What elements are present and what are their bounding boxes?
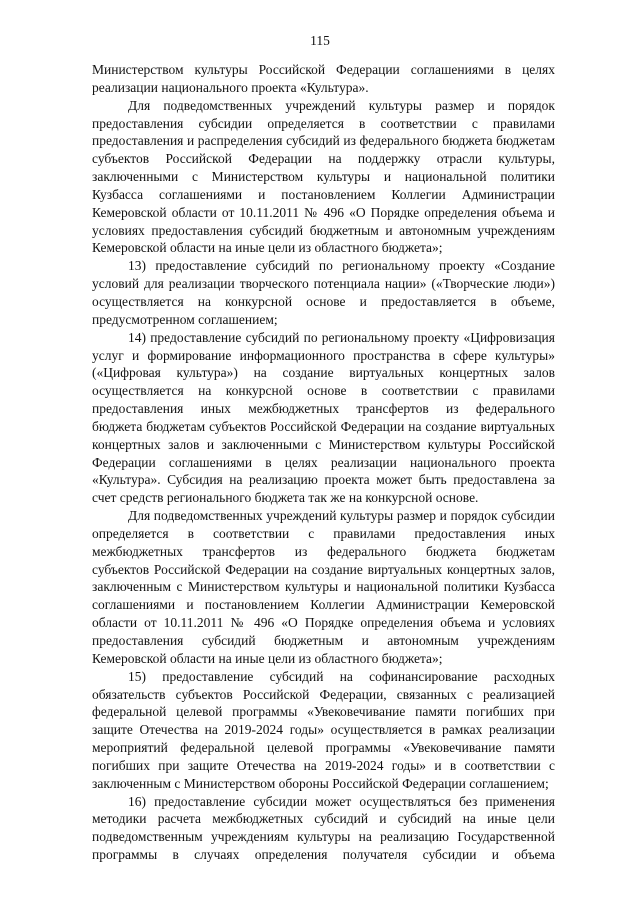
text-line: определяется в соответствии с правилами предоставления иных xyxy=(92,525,555,541)
text-line: Федерации соглашениями в целях реализации национального проекта xyxy=(92,454,555,470)
text-line: условий для реализации творческого потенциала нации» («Творческие люди») xyxy=(92,276,555,292)
text-line: федеральной целевой программы «Увековечивание памяти погибших при xyxy=(92,704,555,720)
text-line: 16) предоставление субсидии может осуществляться без применения xyxy=(128,793,555,809)
text-line: заключенным с Министерством обороны Российской Федерации соглашением; xyxy=(92,775,549,791)
text-line: предоставления субсидий бюджетным и автономным учреждениям xyxy=(92,633,555,648)
paragraph xyxy=(92,668,555,793)
text-line: программы в случаях определения получателя субсидии и объема xyxy=(92,847,555,863)
text-line: области от 10.11.2011 № 496 «О Порядке определения объема и условиях xyxy=(92,615,555,631)
text-line: субъектов Российской Федерации на создание виртуальных концертных залов, xyxy=(92,561,555,577)
text-line: «Культура». Субсидия на реализацию проекта может быть предоставлена за xyxy=(92,472,555,488)
text-line: Кемеровской области на иные цели из областного бюджета»; xyxy=(92,240,443,256)
text-line: субъектов Российской Федерации на поддержку отрасли культуры, xyxy=(92,151,555,167)
text-line: («Цифровая культура») на создание виртуальных концертных залов xyxy=(92,365,555,381)
text-line: условиях предоставления субсидий бюджетным и автономным учреждениям xyxy=(92,222,555,238)
text-line: Кузбасса соглашениями и постановлением Коллегии Администрации xyxy=(92,186,555,202)
text-line: Министерством культуры Российской Федерации соглашениями в целях xyxy=(92,62,555,77)
paragraph xyxy=(92,507,555,668)
text-line: погибших при защите Отечества на 2019-2024 годы» и в соответствии с xyxy=(92,757,555,773)
text-line: бюджета бюджетам субъектов Российской Федерации на создание виртуальных xyxy=(92,418,555,434)
paragraph xyxy=(92,793,555,864)
text-line: заключенными с Министерством культуры и национальной политики xyxy=(92,169,555,185)
text-line: предусмотренном соглашением; xyxy=(92,311,278,327)
text-line: Для подведомственных учреждений культуры размер и порядок субсидии xyxy=(128,508,555,524)
text-line: подведомственным учреждениям культуры на реализацию Государственной xyxy=(92,829,555,845)
text-line: заключенным с Министерством культуры и национальной политики Кузбасса xyxy=(92,579,555,595)
text-line: Для подведомственных учреждений культуры размер и порядок xyxy=(128,97,555,113)
page-number: 115 xyxy=(310,33,330,48)
paragraph xyxy=(92,61,555,97)
text-line: предоставления субсидии определяется в соответствии с правилами xyxy=(92,115,555,131)
text-line: осуществляется на конкурсной основе и предоставляется в объеме, xyxy=(92,293,555,309)
text-line: Кемеровской области от 10.11.2011 № 496 «О Порядке определения объема и xyxy=(92,204,555,220)
text-line: обязательств субъектов Российской Федерации, связанных с реализацией xyxy=(92,686,555,702)
text-line: межбюджетных трансфертов из федерального бюджета бюджетам xyxy=(92,543,555,559)
text-line: осуществляется на конкурсной основе в соответствии с правилами xyxy=(92,383,555,399)
text-line: услуг и формирование информационного пространства в сфере культуры» xyxy=(92,347,555,363)
paragraph xyxy=(92,97,555,258)
text-line: счет средств регионального бюджета так же на конкурсной основе. xyxy=(92,490,479,506)
text-line: методики расчета межбюджетных субсидий и субсидий на иные цели xyxy=(92,811,555,827)
text-line: концертных залов и заключенными с Министерством культуры Российской xyxy=(92,436,555,452)
text-line: мероприятий федеральной целевой программы «Увековечивание памяти xyxy=(92,740,555,756)
text-line: реализации национального проекта «Культура». xyxy=(92,79,369,95)
paragraph xyxy=(92,257,555,328)
document-body xyxy=(92,61,555,864)
text-line: 13) предоставление субсидий по региональному проекту «Создание xyxy=(128,258,555,274)
text-line: соглашениями и постановлением Коллегии Администрации Кемеровской xyxy=(92,597,555,613)
paragraph xyxy=(92,329,555,507)
text-line: предоставления иных межбюджетных трансфертов из федерального xyxy=(92,401,555,417)
text-line: 14) предоставление субсидий по региональному проекту «Цифровизация xyxy=(128,329,555,345)
text-line: Кемеровской области на иные цели из областного бюджета»; xyxy=(92,650,443,666)
text-line: предоставления и распределения субсидий из федерального бюджета бюджетам xyxy=(92,133,555,149)
text-line: 15) предоставление субсидий на софинансирование расходных xyxy=(128,668,555,684)
text-line: защите Отечества на 2019-2024 годы» осуществляется в рамках реализации xyxy=(92,722,555,738)
